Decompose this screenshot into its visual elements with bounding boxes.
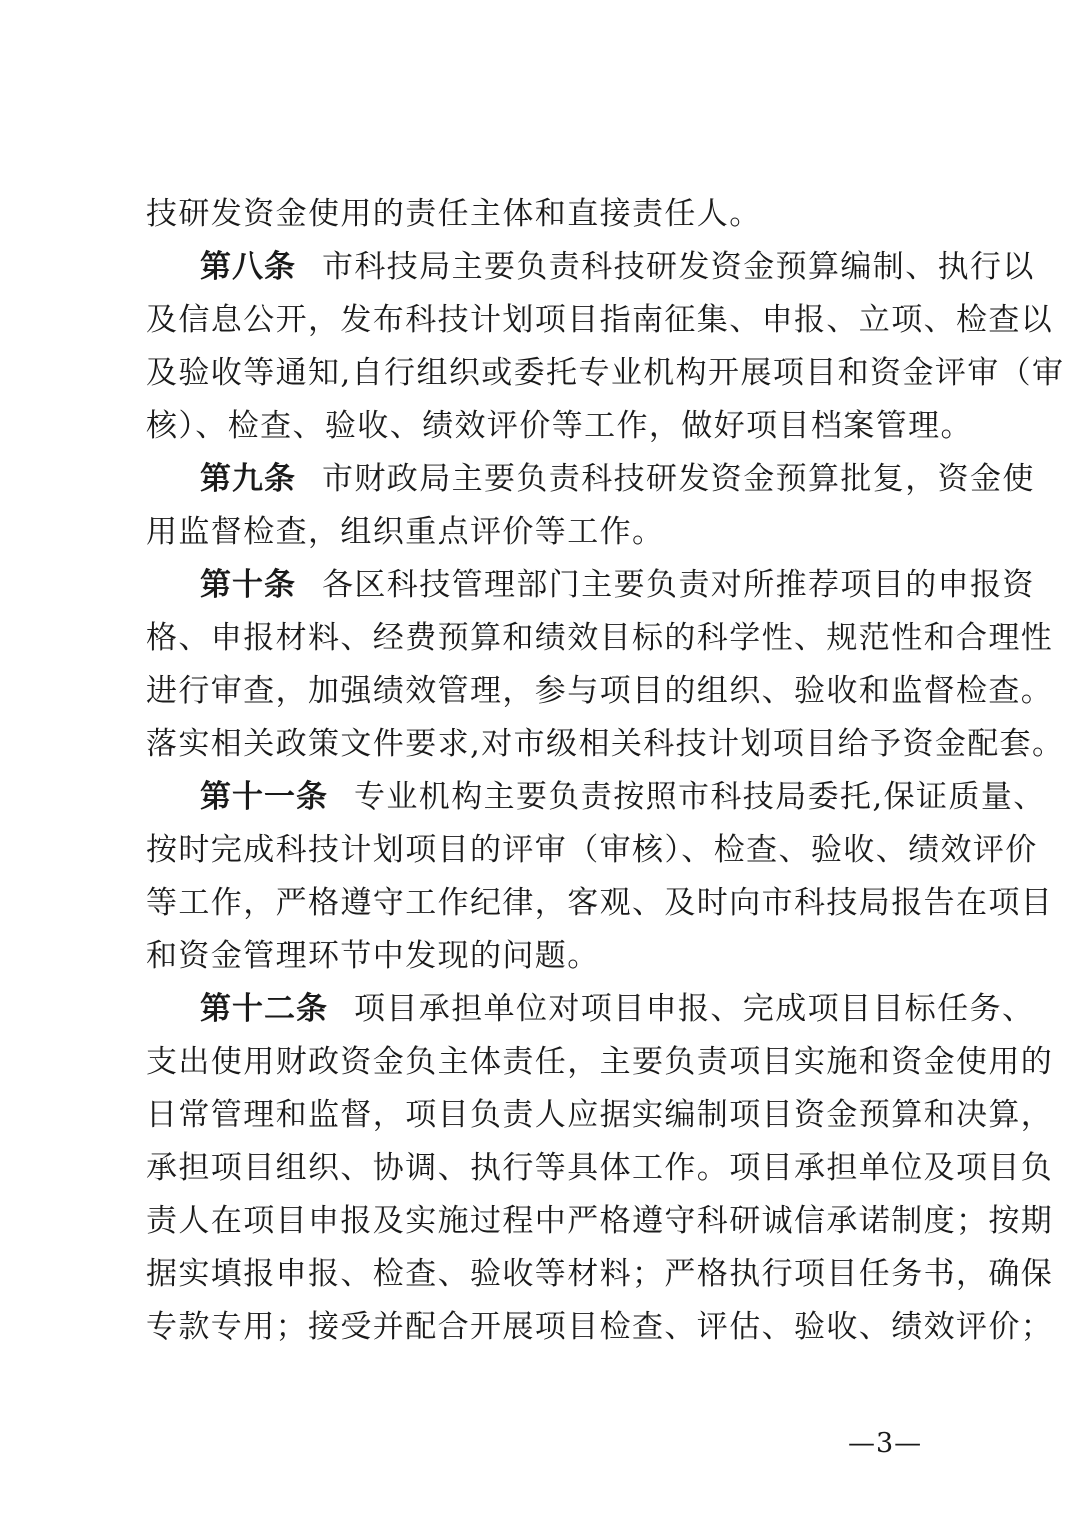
text-line [146, 400, 973, 453]
text-line [146, 1036, 1054, 1089]
line-text: 等工作，严格遵守工作纪律，客观、及时向市科技局报告在项目 [146, 885, 1054, 921]
text-line [146, 1195, 1054, 1248]
line-text: 核）、检查、验收、绩效评价等工作，做好项目档案管理。 [146, 408, 973, 444]
text-line [146, 877, 1054, 930]
text-line [146, 1301, 1054, 1354]
article-9-line [146, 453, 1035, 506]
text-line [146, 930, 938, 983]
text-line [146, 824, 1038, 877]
text-line [146, 1248, 1054, 1301]
line-text: 承担项目组织、协调、执行等具体工作。项目承担单位及项目负 [146, 1150, 1054, 1186]
text-line [146, 188, 938, 241]
article-heading: 第十一条 [200, 779, 328, 815]
document-body [146, 188, 1065, 1354]
line-text: 进行审查，加强绩效管理，参与项目的组织、验收和监督检查。 [146, 673, 1054, 709]
article-8-line [146, 241, 1035, 294]
article-heading: 第十条 [200, 567, 296, 603]
article-11-line [146, 771, 1046, 824]
text-line [146, 665, 1054, 718]
line-text: 及验收等通知,自行组织或委托专业机构开展项目和资金评审（审 [146, 355, 1065, 391]
line-text: 按时完成科技计划项目的评审（审核）、检查、验收、绩效评价 [146, 832, 1038, 868]
article-heading: 第十二条 [200, 991, 328, 1027]
line-text: 责人在项目申报及实施过程中严格遵守科研诚信承诺制度；按期 [146, 1203, 1054, 1239]
text-line [146, 1089, 1054, 1142]
line-text: 格、申报材料、经费预算和绩效目标的科学性、规范性和合理性 [146, 620, 1054, 656]
text-line [146, 718, 1065, 771]
line-text: 和资金管理环节中发现的问题。 [146, 938, 600, 974]
line-text: 用监督检查，组织重点评价等工作。 [146, 514, 665, 550]
text-line [146, 612, 1054, 665]
line-text: 及信息公开，发布科技计划项目指南征集、申报、立项、检查以 [146, 302, 1054, 338]
text-line [146, 506, 938, 559]
line-text: 日常管理和监督，项目负责人应据实编制项目资金预算和决算， [146, 1097, 1054, 1133]
text-line [146, 347, 1065, 400]
line-text: 支出使用财政资金负主体责任，主要负责项目实施和资金使用的 [146, 1044, 1054, 1080]
text-line [146, 1142, 1054, 1195]
page-number: —3— [848, 1428, 923, 1459]
line-text: 各区科技管理部门主要负责对所推荐项目的申报资 [322, 567, 1035, 603]
line-text: 落实相关政策文件要求,对市级相关科技计划项目给予资金配套。 [146, 726, 1065, 762]
line-text: 市科技局主要负责科技研发资金预算编制、执行以 [322, 249, 1035, 285]
line-text: 专款专用；接受并配合开展项目检查、评估、验收、绩效评价； [146, 1309, 1054, 1345]
line-text: 据实填报申报、检查、验收等材料；严格执行项目任务书，确保 [146, 1256, 1054, 1292]
article-12-line [146, 983, 1035, 1036]
text-line [146, 294, 1054, 347]
article-heading: 第九条 [200, 461, 296, 497]
line-text: 项目承担单位对项目申报、完成项目目标任务、 [354, 991, 1035, 1027]
article-10-line [146, 559, 1035, 612]
article-heading: 第八条 [200, 249, 296, 285]
line-text: 技研发资金使用的责任主体和直接责任人。 [146, 196, 762, 232]
line-text: 专业机构主要负责按照市科技局委托,保证质量、 [354, 779, 1046, 815]
line-text: 市财政局主要负责科技研发资金预算批复，资金使 [322, 461, 1035, 497]
